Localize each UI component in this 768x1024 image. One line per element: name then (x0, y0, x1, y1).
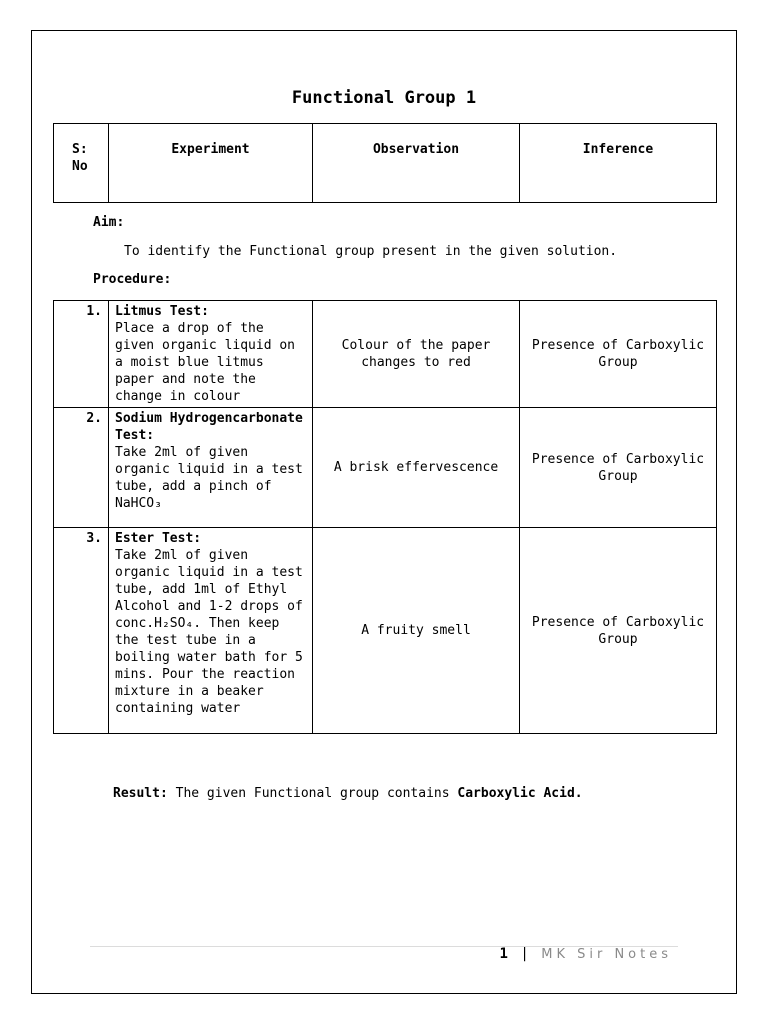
page-footer (499, 946, 672, 962)
test-name: Sodium Hydrogencarbonate Test: (115, 411, 303, 443)
observation-cell: Colour of the paper changes to red (313, 301, 520, 408)
result-text: The given Functional group contains (175, 786, 450, 801)
header-sno: S: No (54, 124, 109, 203)
inference-cell: Presence of Carboxylic Group (520, 301, 717, 408)
procedure-table (53, 300, 717, 734)
experiment-cell (109, 408, 313, 528)
test-name: Ester Test: (115, 531, 202, 546)
table-row (54, 528, 717, 734)
aim-text: To identify the Functional group present in the given solution. (124, 244, 618, 259)
observation-cell: A fruity smell (313, 528, 520, 734)
inference-cell: Presence of Carboxylic Group (520, 408, 717, 528)
result-line (113, 786, 583, 801)
header-observation: Observation (313, 124, 520, 203)
test-description: Place a drop of the given organic liquid on a moist blue litmus paper and note the change in colour (115, 321, 296, 404)
result-emphasis: Carboxylic Acid. (457, 786, 583, 801)
header-table (53, 123, 717, 203)
result-label: Result: (113, 786, 168, 801)
observation-cell: A brisk effervescence (313, 408, 520, 528)
row-number: 3. (54, 528, 109, 734)
footer-separator: | (520, 946, 529, 962)
test-description: Take 2ml of given organic liquid in a test tube, add a pinch of NaHCO₃ (115, 445, 303, 511)
table-row (54, 408, 717, 528)
page-title: Functional Group 1 (291, 88, 477, 108)
procedure-label: Procedure: (93, 272, 172, 287)
table-row (54, 301, 717, 408)
experiment-cell (109, 528, 313, 734)
header-experiment: Experiment (109, 124, 313, 203)
inference-cell: Presence of Carboxylic Group (520, 528, 717, 734)
experiment-cell (109, 301, 313, 408)
test-description: Take 2ml of given organic liquid in a test tube, add 1ml of Ethyl Alcohol and 1-2 drops of conc.H₂SO₄. Then keep the test tube in a boiling water bath for 5 mins. Pour the reaction mixture in a beaker containing water (115, 548, 303, 716)
footer-brand: MK Sir Notes (541, 947, 672, 962)
row-number: 2. (54, 408, 109, 528)
row-number: 1. (54, 301, 109, 408)
aim-label: Aim: (93, 215, 125, 230)
page-number: 1 (499, 946, 508, 962)
header-inference: Inference (520, 124, 717, 203)
test-name: Litmus Test: (115, 304, 209, 319)
header-row (54, 124, 717, 203)
